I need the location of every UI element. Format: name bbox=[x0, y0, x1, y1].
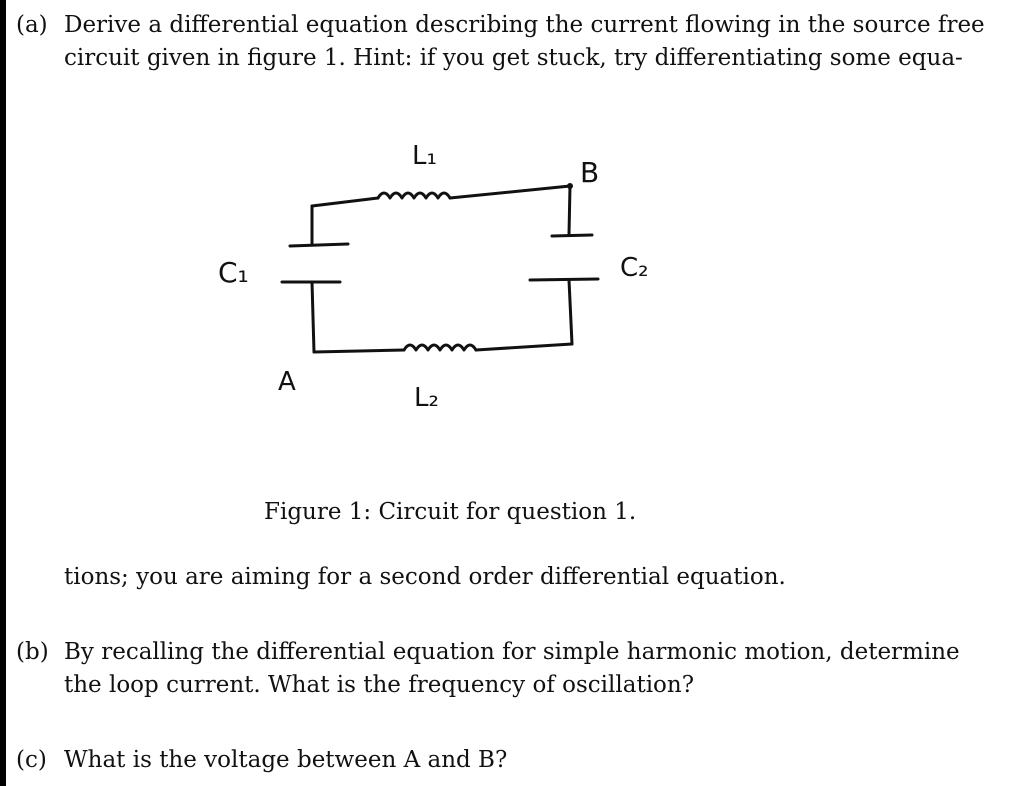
inductor-l2 bbox=[404, 345, 476, 350]
part-c-line-1: What is the voltage between A and B? bbox=[64, 747, 508, 773]
wire-right-top bbox=[569, 186, 570, 234]
capacitor-c2-plate-top bbox=[552, 235, 592, 236]
wire-top-left bbox=[312, 198, 378, 206]
label-l2: L₂ bbox=[414, 383, 439, 413]
label-b: B bbox=[580, 156, 600, 189]
circuit-diagram bbox=[200, 130, 680, 420]
part-a-line-2: circuit given in figure 1. Hint: if you get stuck, try differentiating some equa- bbox=[64, 45, 963, 71]
wire-top-right bbox=[450, 186, 570, 198]
capacitor-c2-plate-bottom bbox=[530, 279, 598, 280]
label-c2: C₂ bbox=[620, 253, 649, 283]
part-c-text bbox=[64, 744, 507, 777]
question-sheet bbox=[6, 0, 1024, 786]
part-b-text bbox=[64, 636, 960, 702]
label-a: A bbox=[278, 367, 296, 397]
wire-left-bottom bbox=[312, 282, 314, 352]
part-a-label: (a) bbox=[16, 12, 48, 38]
node-b-dot bbox=[567, 183, 573, 189]
part-b-label: (b) bbox=[16, 639, 49, 665]
part-c-label: (c) bbox=[16, 747, 47, 773]
label-c1: C₁ bbox=[218, 256, 249, 289]
wire-bottom-left bbox=[314, 350, 404, 352]
wire-right-bottom bbox=[569, 280, 572, 344]
inductor-l1 bbox=[378, 193, 450, 198]
label-l1: L₁ bbox=[412, 141, 437, 171]
part-a-line-1: Derive a differential equation describing the current flowing in the source free bbox=[64, 12, 985, 38]
figure-caption: Figure 1: Circuit for question 1. bbox=[264, 499, 637, 525]
part-a-continuation: tions; you are aiming for a second order differential equation. bbox=[64, 564, 786, 590]
part-b-line-2: the loop current. What is the frequency of oscillation? bbox=[64, 672, 695, 698]
wire-bottom-right bbox=[476, 344, 572, 350]
capacitor-c1-plate-top bbox=[290, 244, 348, 246]
part-b-line-1: By recalling the differential equation for simple harmonic motion, determine bbox=[64, 639, 960, 665]
part-a-text bbox=[64, 9, 985, 75]
